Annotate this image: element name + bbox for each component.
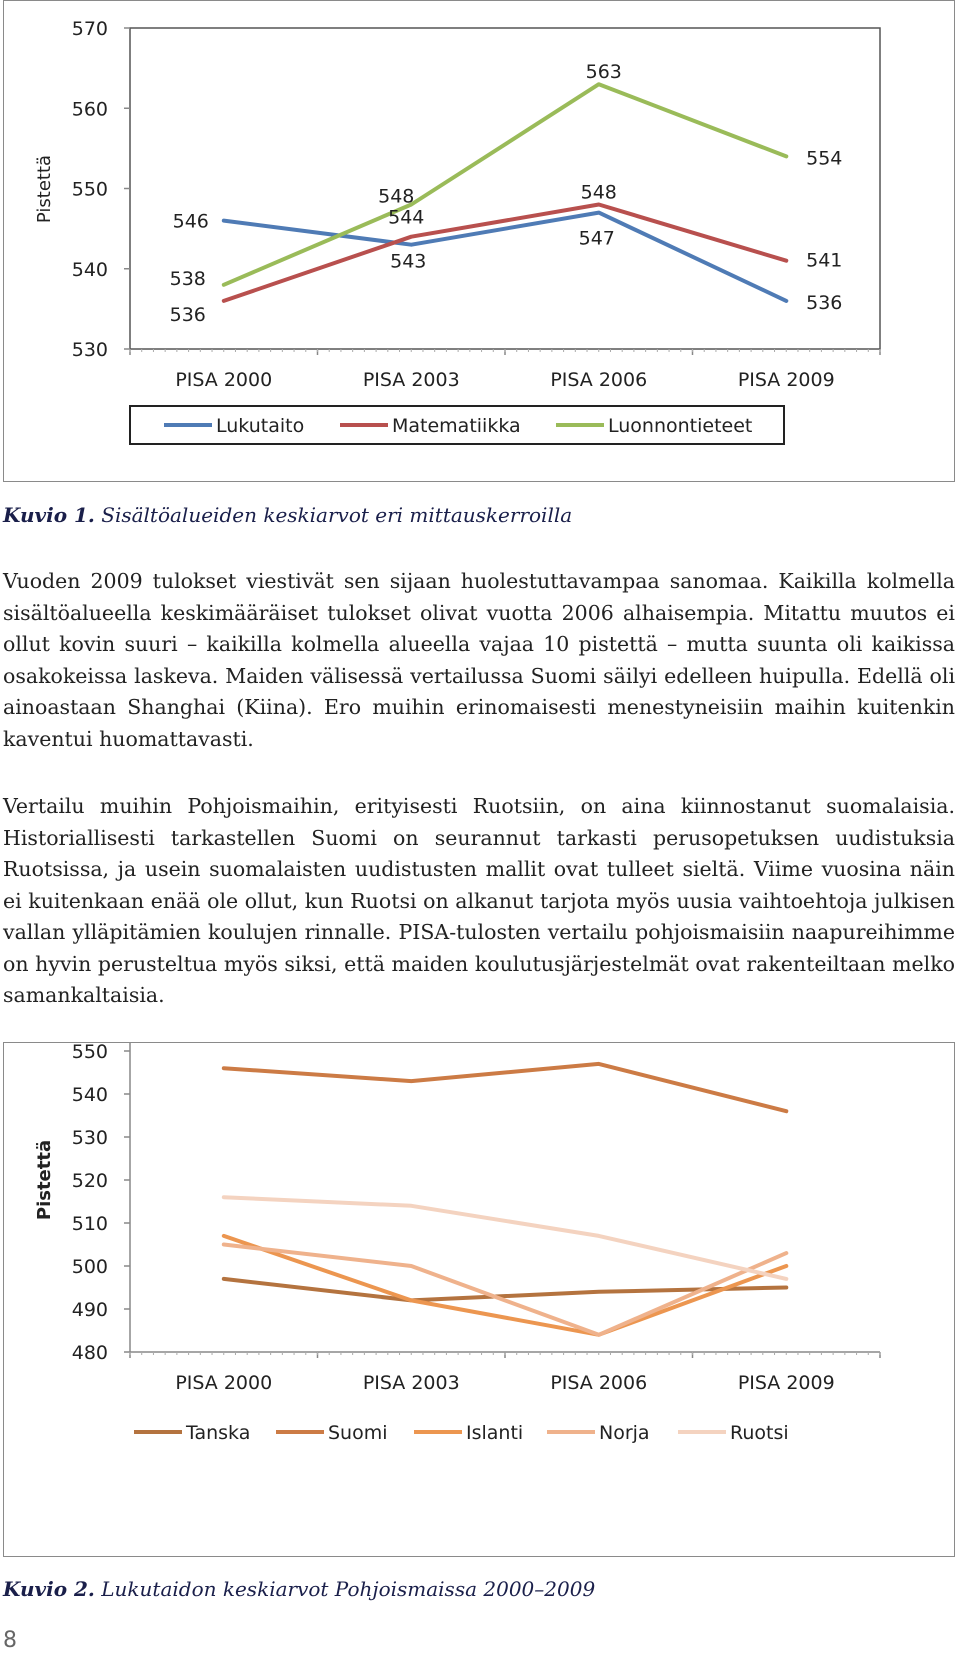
series-line-suomi <box>224 1064 787 1111</box>
x-tick-label: PISA 2006 <box>550 1372 648 1394</box>
data-label: 548 <box>378 185 415 208</box>
x-tick-label: PISA 2003 <box>362 1372 460 1394</box>
data-label: 536 <box>806 291 843 314</box>
x-tick-label: PISA 2003 <box>362 369 460 391</box>
page-number: 8 <box>3 1628 17 1653</box>
y-tick-label: 570 <box>71 18 108 40</box>
figure2-label: Kuvio 2. <box>3 1577 95 1601</box>
legend-label-islanti: Islanti <box>466 1422 524 1444</box>
data-label: 544 <box>388 206 425 229</box>
series-line-islanti <box>224 1236 787 1335</box>
y-tick-label: 530 <box>71 1127 108 1149</box>
data-label: 536 <box>169 303 206 326</box>
legend-label-norja: Norja <box>599 1422 650 1444</box>
x-tick-label: PISA 2009 <box>737 369 835 391</box>
series-line-matematiikka <box>224 205 787 301</box>
y-tick-label: 480 <box>71 1342 108 1364</box>
body-paragraph-1: Vuoden 2009 tulokset viestivät sen sijaan huolestuttavampaa sanomaa. Kaikilla kolmella sisältöalueella keskimääräiset tulokset olivat vuotta 2006 alhaisempia. Mitattu muutos ei ollut kovin suuri – kaikilla kolmella alueella vajaa 10 pistettä – mutta suunta oli kaikissa osakokeissa laskeva. Maiden välisessä vertailussa Suomi säilyi edelleen huipulla. Edellä oli ainoastaan Shanghai (Kiina). Ero muihin erinomaisesti menestyneisiin maihin kuitenkin kaventui huomattavasti. <box>3 569 955 751</box>
y-tick-label: 520 <box>71 1170 108 1192</box>
data-label: 538 <box>169 267 206 290</box>
body-paragraph-2: Vertailu muihin Pohjoismaihin, erityisesti Ruotsiin, on aina kiinnostanut suomalaisia. Historiallisesti tarkastellen Suomi on seurannut tarkasti perusopetuksen uudistuksia Ruotsissa, ja usein suomalaisten uudistusten mallit ovat tulleet sieltä. Viime vuosina näin ei kuitenkaan enää ole ollut, kun Ruotsi on alkanut tarjota myös uusia vaihtoehtoja julkisen vallan ylläpitämien koulujen rinnalle. PISA-tulosten vertailu pohjoismaisiin naapureihimme on hyvin perusteltua myös siksi, että maiden koulutusjärjestelmät ovat rakenteiltaan melko samankaltaisia. <box>3 794 955 1007</box>
legend-label-luonnontieteet: Luonnontieteet <box>608 415 753 437</box>
y-tick-label: 490 <box>71 1299 108 1321</box>
data-label: 548 <box>580 181 617 204</box>
data-label: 541 <box>806 249 843 272</box>
chart2-svg <box>4 1043 954 1556</box>
data-label: 547 <box>578 227 615 250</box>
y-tick-label: 560 <box>71 98 108 121</box>
y-tick-label: 540 <box>71 258 108 281</box>
figure1-label: Kuvio 1. <box>3 503 95 527</box>
x-tick-label: PISA 2009 <box>737 1372 835 1394</box>
x-tick-label: PISA 2000 <box>175 1372 273 1394</box>
series-line-luonnontieteet <box>224 84 787 285</box>
x-tick-label: PISA 2006 <box>550 369 648 391</box>
figure2-caption <box>3 1577 595 1601</box>
y-axis-title: Pistettä <box>34 154 55 224</box>
data-label: 563 <box>585 61 622 84</box>
y-tick-label: 540 <box>71 1084 108 1106</box>
y-tick-label: 510 <box>71 1213 108 1235</box>
figure2-text: Lukutaidon keskiarvot Pohjoismaissa 2000–2009 <box>101 1577 596 1601</box>
series-line-lukutaito <box>224 213 787 301</box>
y-tick-label: 550 <box>71 178 108 201</box>
chart1-svg <box>4 1 954 481</box>
data-label: 554 <box>806 147 843 170</box>
legend-label-suomi: Suomi <box>328 1422 388 1444</box>
y-tick-label: 500 <box>71 1256 108 1278</box>
y-tick-label: 530 <box>71 339 108 361</box>
plot-area-border <box>130 28 880 349</box>
y-axis-title: Pistettä <box>34 1139 55 1221</box>
legend-label-matematiikka: Matematiikka <box>392 415 521 437</box>
figure1-caption <box>3 503 572 527</box>
legend-label-lukutaito: Lukutaito <box>216 415 305 437</box>
x-tick-label: PISA 2000 <box>175 369 273 391</box>
chart2-frame <box>3 1042 955 1557</box>
data-label: 543 <box>390 250 427 273</box>
chart1-frame <box>3 0 955 482</box>
figure1-text: Sisältöalueiden keskiarvot eri mittauskerroilla <box>101 503 573 527</box>
legend-label-tanska: Tanska <box>186 1422 251 1444</box>
y-tick-label: 550 <box>71 1043 108 1063</box>
legend-label-ruotsi: Ruotsi <box>730 1422 789 1444</box>
data-label: 546 <box>172 210 209 233</box>
